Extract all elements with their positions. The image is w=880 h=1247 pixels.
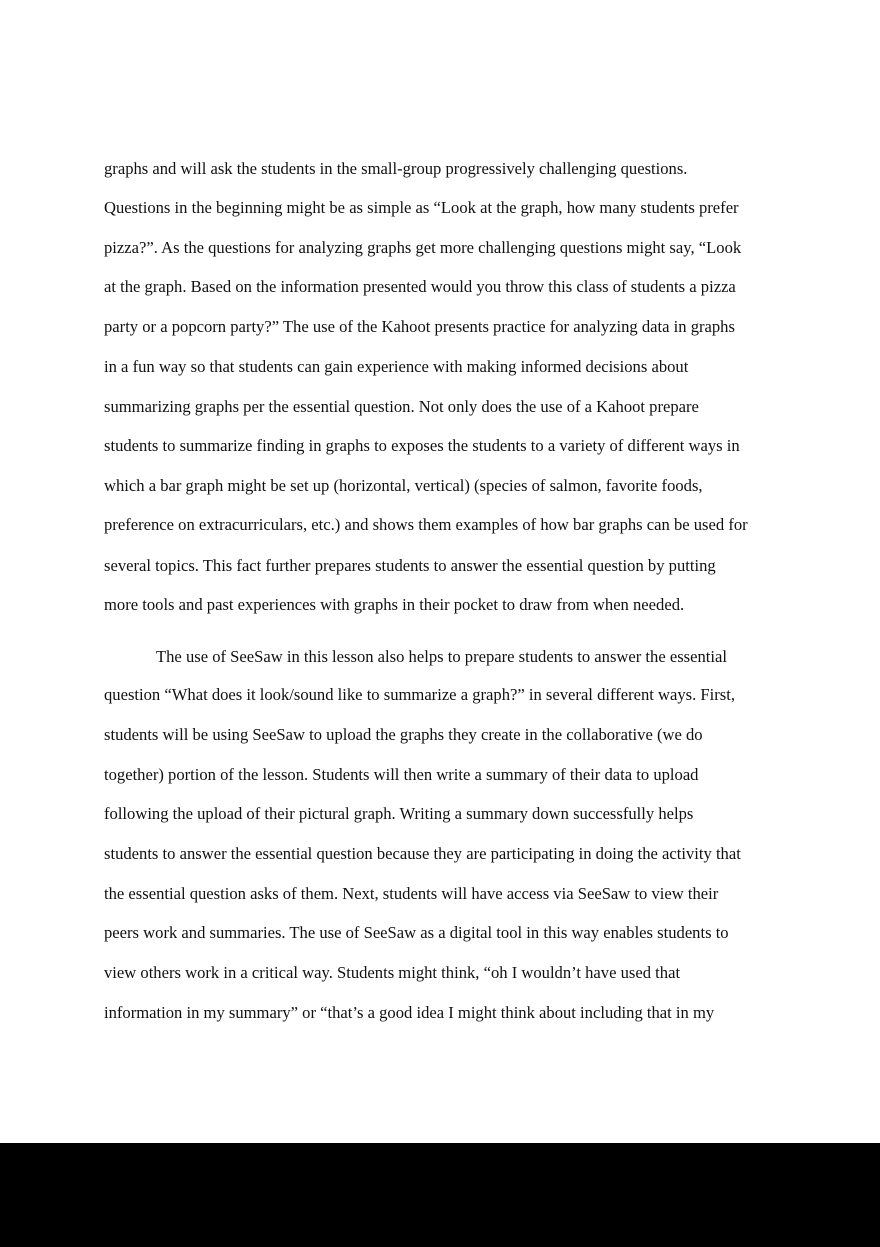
text-line: which a bar graph might be set up (horizontal, vertical) (species of salmon, favorite foods, [104, 476, 703, 495]
text-line: view others work in a critical way. Students might think, “oh I wouldn’t have used that [104, 963, 681, 982]
text-line: in a fun way so that students can gain experience with making informed decisions about [104, 357, 689, 376]
text-line: preference on extracurriculars, etc.) and shows them examples of how bar graphs can be used for [104, 515, 748, 534]
text-line: question “What does it look/sound like to summarize a graph?” in several different ways. First, [104, 685, 736, 704]
text-line: students to summarize finding in graphs to exposes the students to a variety of different ways in [104, 436, 740, 455]
text-line: several topics. This fact further prepares students to answer the essential question by putting [104, 556, 716, 575]
text-line: information in my summary” or “that’s a good idea I might think about including that in my [104, 1003, 715, 1022]
text-line: party or a popcorn party?” The use of the Kahoot presents practice for analyzing data in graphs [104, 317, 735, 336]
text-line: together) portion of the lesson. Students will then write a summary of their data to upload [104, 765, 699, 784]
text-line: more tools and past experiences with graphs in their pocket to draw from when needed. [104, 595, 685, 614]
text-line: summarizing graphs per the essential question. Not only does the use of a Kahoot prepare [104, 397, 699, 416]
text-line: the essential question asks of them. Next, students will have access via SeeSaw to view their [104, 884, 719, 903]
text-line: graphs and will ask the students in the small-group progressively challenging questions. [104, 159, 688, 178]
text-line: pizza?”. As the questions for analyzing graphs get more challenging questions might say, “Look [104, 238, 742, 257]
text-line: at the graph. Based on the information presented would you throw this class of students a pizza [104, 277, 736, 296]
text-line: peers work and summaries. The use of SeeSaw as a digital tool in this way enables students to [104, 923, 729, 942]
text-line: following the upload of their pictural graph. Writing a summary down successfully helps [104, 804, 694, 823]
text-line: Questions in the beginning might be as simple as “Look at the graph, how many students prefer [104, 198, 739, 217]
text-line: students to answer the essential question because they are participating in doing the activity that [104, 844, 741, 863]
text-line: students will be using SeeSaw to upload the graphs they create in the collaborative (we do [104, 725, 703, 744]
text-line-indented: The use of SeeSaw in this lesson also helps to prepare students to answer the essential [156, 647, 727, 666]
page-bottom-black-band [0, 1143, 880, 1247]
